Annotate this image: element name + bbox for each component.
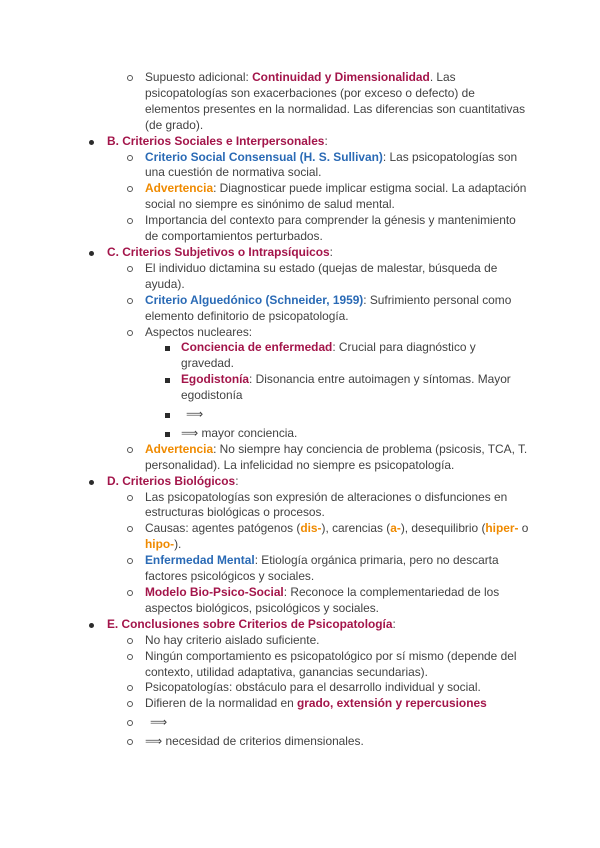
heading-colon: : — [329, 244, 333, 259]
implies-arrow-icon: ⟹ — [145, 734, 163, 749]
list-item — [0, 649, 600, 681]
list-item — [0, 325, 600, 341]
implies-arrow-icon: ⟹ — [181, 425, 199, 440]
item-text: o — [518, 521, 529, 536]
item-text: : Reconoce la complementariedad de los aspectos biológicos, psicológicos y sociales. — [145, 585, 500, 615]
list-item — [0, 213, 600, 245]
heading-colon: : — [392, 616, 396, 631]
hollow-circle-bullet-icon — [127, 447, 133, 453]
implies-arrow-icon: ⟹ — [150, 715, 168, 730]
hollow-circle-bullet-icon — [127, 75, 133, 81]
list-item — [0, 181, 600, 213]
hollow-circle-bullet-icon — [127, 218, 133, 224]
item-text: : No siempre hay conciencia de problema (psicosis, TCA, T. personalidad). La infelicidad no siempre es psicopatología. — [145, 441, 528, 472]
section-heading-item — [0, 474, 600, 490]
list-item — [0, 585, 600, 617]
hollow-circle-bullet-icon — [127, 590, 133, 596]
list-item — [0, 633, 600, 649]
item-text: : Disonancia entre autoimagen y síntomas. Mayor egodistonía — [181, 372, 511, 403]
key-term: grado, extensión y repercusiones — [297, 696, 487, 711]
item-text: No hay criterio aislado suficiente. — [145, 632, 320, 647]
list-item — [0, 150, 600, 182]
sub-list-item — [0, 423, 600, 442]
item-text: ), desequilibrio ( — [400, 521, 486, 536]
hollow-circle-bullet-icon — [127, 720, 133, 726]
list-item — [0, 731, 600, 750]
list-item — [0, 293, 600, 325]
list-item — [0, 696, 600, 712]
hollow-circle-bullet-icon — [127, 330, 133, 336]
item-text: : Diagnosticar puede implicar estigma social. La adaptación social no siempre es sinónimo de salud mental. — [145, 181, 527, 212]
sub-list-item — [0, 340, 600, 372]
item-text: : Crucial para diagnóstico y gravedad. — [181, 340, 476, 371]
list-item — [0, 521, 600, 553]
item-text: : Sufrimiento personal como elemento definitorio de psicopatología. — [145, 292, 512, 323]
outline-list — [0, 70, 600, 750]
key-term: Criterio Alguedónico (Schneider, 1959) — [145, 292, 364, 307]
hollow-circle-bullet-icon — [127, 298, 133, 304]
item-text: : Las psicopatologías son una cuestión de normativa social. — [145, 149, 518, 180]
list-item — [0, 553, 600, 585]
warning-term: Advertencia — [145, 181, 214, 196]
list-item — [0, 442, 600, 474]
item-text: : Etiología orgánica primaria, pero no descarta factores psicológicos y sociales. — [145, 553, 499, 584]
hollow-circle-bullet-icon — [127, 638, 133, 644]
square-bullet-icon — [165, 378, 170, 383]
key-term: Enfermedad Mental — [145, 553, 255, 568]
key-term: Criterio Social Consensual (H. S. Sullivan) — [145, 149, 383, 164]
hollow-circle-bullet-icon — [127, 155, 133, 161]
hollow-circle-bullet-icon — [127, 701, 133, 707]
section-heading: D. Criterios Biológicos — [107, 473, 236, 488]
item-text: Las psicopatologías son expresión de alteraciones o disfunciones en estructuras biológicas o procesos. — [145, 489, 508, 520]
key-term: Modelo Bio-Psico-Social — [145, 585, 284, 599]
hollow-circle-bullet-icon — [127, 495, 133, 501]
prefix-term: a- — [390, 521, 401, 536]
item-text: Aspectos nucleares: — [145, 324, 253, 339]
section-heading: C. Criterios Subjetivos o Intrapsíquicos — [107, 244, 330, 259]
list-item — [0, 261, 600, 293]
heading-colon: : — [235, 473, 239, 488]
hollow-circle-bullet-icon — [127, 186, 133, 192]
section-heading: E. Conclusiones sobre Criterios de Psicopatología — [107, 616, 393, 631]
sub-list-item — [0, 404, 600, 423]
list-item — [0, 680, 600, 696]
hollow-circle-bullet-icon — [127, 526, 133, 532]
item-text: Difieren de la normalidad en — [145, 696, 298, 711]
filled-circle-bullet-icon — [89, 480, 94, 485]
item-text: Psicopatologías: obstáculo para el desarrollo individual y social. — [145, 680, 481, 695]
item-text: . Las psicopatologías son exacerbaciones (por exceso o defecto) de elementos presentes en la normalidad. Las diferencias son cuantitativas (de grado). — [145, 70, 526, 132]
warning-term: Advertencia — [145, 441, 214, 456]
prefix-term: hipo- — [145, 537, 175, 552]
square-bullet-icon — [165, 346, 170, 351]
key-term: Conciencia de enfermedad — [181, 340, 333, 355]
item-text: mayor conciencia. — [198, 425, 298, 440]
heading-colon: : — [324, 133, 328, 148]
hollow-circle-bullet-icon — [127, 685, 133, 691]
filled-circle-bullet-icon — [89, 251, 94, 256]
item-text: necesidad de criterios dimensionales. — [162, 734, 364, 749]
item-text: ), carencias ( — [321, 521, 391, 536]
item-text: El individuo dictamina su estado (quejas de malestar, búsqueda de ayuda). — [145, 260, 498, 291]
section-heading-item — [0, 245, 600, 261]
list-item — [0, 712, 600, 731]
section-heading: B. Criterios Sociales e Interpersonales — [107, 133, 325, 148]
hollow-circle-bullet-icon — [127, 266, 133, 272]
item-text: Causas: agentes patógenos ( — [145, 521, 301, 536]
list-item — [0, 490, 600, 522]
section-heading-item — [0, 134, 600, 150]
sub-list-item — [0, 372, 600, 404]
implies-arrow-icon: ⟹ — [186, 407, 204, 422]
item-text: ). — [174, 537, 182, 552]
item-text: Supuesto adicional: — [145, 70, 253, 84]
square-bullet-icon — [165, 413, 170, 418]
prefix-term: hiper- — [485, 521, 519, 536]
item-text: Ningún comportamiento es psicopatológico por sí mismo (depende del contexto, utilidad adaptativa, ganancias secundarias). — [145, 648, 517, 679]
prefix-term: dis- — [300, 521, 322, 536]
hollow-circle-bullet-icon — [127, 558, 133, 564]
item-text: Importancia del contexto para comprender la génesis y mantenimiento de comportamientos perturbados. — [145, 213, 516, 244]
key-term: Egodistonía — [181, 372, 250, 387]
key-term: Continuidad y Dimensionalidad — [252, 70, 430, 84]
filled-circle-bullet-icon — [89, 623, 94, 628]
list-item — [0, 70, 600, 134]
hollow-circle-bullet-icon — [127, 654, 133, 660]
square-bullet-icon — [165, 432, 170, 437]
filled-circle-bullet-icon — [89, 140, 94, 145]
section-heading-item — [0, 617, 600, 633]
hollow-circle-bullet-icon — [127, 739, 133, 745]
